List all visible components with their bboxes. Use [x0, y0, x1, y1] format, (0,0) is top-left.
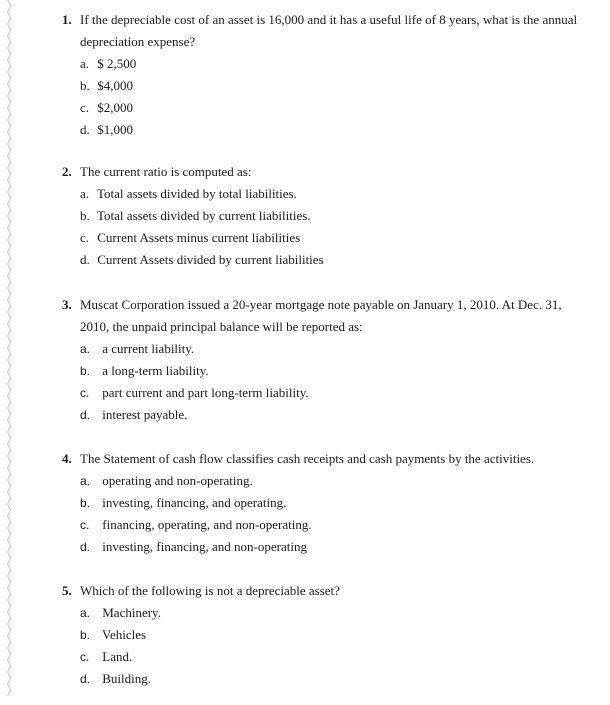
option-letter: d.	[80, 408, 91, 422]
option-text: financing, operating, and non-operating.	[102, 517, 312, 532]
option-letter: b.	[80, 628, 91, 642]
option-letter: d.	[80, 122, 90, 137]
option-letter: b.	[80, 364, 91, 378]
option-text: Machinery.	[102, 605, 161, 620]
option-a[interactable]	[62, 183, 582, 205]
option-letter: a.	[80, 474, 91, 488]
option-letter: b.	[80, 496, 91, 510]
option-letter: d.	[80, 252, 90, 267]
option-text: investing, financing, and non-operating	[102, 539, 307, 554]
question-number: 1.	[62, 12, 72, 27]
answer-options	[62, 53, 582, 141]
option-text: interest payable.	[102, 407, 188, 422]
question-4	[62, 448, 582, 558]
option-text: Building.	[102, 671, 152, 686]
question-number: 2.	[62, 164, 72, 179]
option-d[interactable]	[62, 404, 582, 426]
option-letter: b.	[80, 208, 90, 223]
option-letter: b.	[80, 78, 90, 93]
option-letter: a.	[80, 342, 91, 356]
question-stem-row	[62, 580, 582, 602]
option-letter: c.	[80, 386, 90, 400]
option-letter: a.	[80, 186, 90, 201]
option-c[interactable]	[62, 97, 582, 119]
question-number: 5.	[62, 583, 72, 598]
option-text: $1,000	[97, 122, 133, 137]
option-text: Current Assets divided by current liabilities	[97, 252, 324, 267]
option-a[interactable]	[62, 470, 582, 492]
question-stem-row	[62, 9, 582, 53]
option-letter: a.	[80, 56, 90, 71]
option-letter: d.	[80, 672, 91, 686]
option-d[interactable]	[62, 119, 582, 141]
question-stem-row	[62, 448, 582, 470]
option-d[interactable]	[62, 536, 582, 558]
option-c[interactable]	[62, 382, 582, 404]
question-text: Muscat Corporation issued a 20-year mortgage note payable on January 1, 2010. At Dec. 31, 2010, the unpaid principal balance will be reported as:	[80, 297, 562, 334]
option-text: Total assets divided by total liabilities.	[97, 186, 297, 201]
question-2	[62, 161, 582, 271]
option-text: investing, financing, and operating.	[102, 495, 287, 510]
question-text: The Statement of cash flow classifies cash receipts and cash payments by the activities.	[80, 451, 535, 466]
question-stem-row	[62, 161, 582, 183]
option-c[interactable]	[62, 646, 582, 668]
option-text: $4,000	[97, 78, 133, 93]
question-3	[62, 294, 582, 426]
option-d[interactable]	[62, 249, 582, 271]
question-stem-row	[62, 294, 582, 338]
answer-options	[62, 338, 582, 426]
option-text: operating and non-operating.	[102, 473, 253, 488]
question-text: If the depreciable cost of an asset is 16,000 and it has a useful life of 8 years, what is the annual depreciation expense?	[80, 12, 578, 49]
option-b[interactable]	[62, 205, 582, 227]
answer-options	[62, 602, 582, 690]
option-a[interactable]	[62, 602, 582, 624]
option-text: a current liability.	[102, 341, 195, 356]
option-d[interactable]	[62, 668, 582, 690]
option-text: Total assets divided by current liabilities.	[97, 208, 311, 223]
option-b[interactable]	[62, 624, 582, 646]
question-number: 3.	[62, 297, 72, 312]
option-text: $2,000	[97, 100, 133, 115]
option-text: a long-term liability.	[102, 363, 209, 378]
option-a[interactable]	[62, 338, 582, 360]
option-b[interactable]	[62, 360, 582, 382]
option-b[interactable]	[62, 75, 582, 97]
option-letter: c.	[80, 230, 90, 245]
option-letter: c.	[80, 100, 90, 115]
option-text: part current and part long-term liability.	[102, 385, 309, 400]
answer-options	[62, 183, 582, 271]
option-letter: d.	[80, 540, 91, 554]
option-letter: c.	[80, 518, 90, 532]
option-letter: a.	[80, 606, 91, 620]
option-letter: c.	[80, 650, 90, 664]
option-c[interactable]	[62, 227, 582, 249]
option-b[interactable]	[62, 492, 582, 514]
answer-options	[62, 470, 582, 558]
option-text: Vehicles	[102, 627, 147, 642]
option-text: Current Assets minus current liabilities	[97, 230, 301, 245]
question-text: The current ratio is computed as:	[80, 164, 252, 179]
option-text: $ 2,500	[97, 56, 137, 71]
question-5	[62, 580, 582, 690]
question-number: 4.	[62, 451, 72, 466]
option-a[interactable]	[62, 53, 582, 75]
option-text: Land.	[102, 649, 133, 664]
question-text: Which of the following is not a depreciable asset?	[80, 583, 340, 598]
question-1	[62, 9, 582, 141]
option-c[interactable]	[62, 514, 582, 536]
